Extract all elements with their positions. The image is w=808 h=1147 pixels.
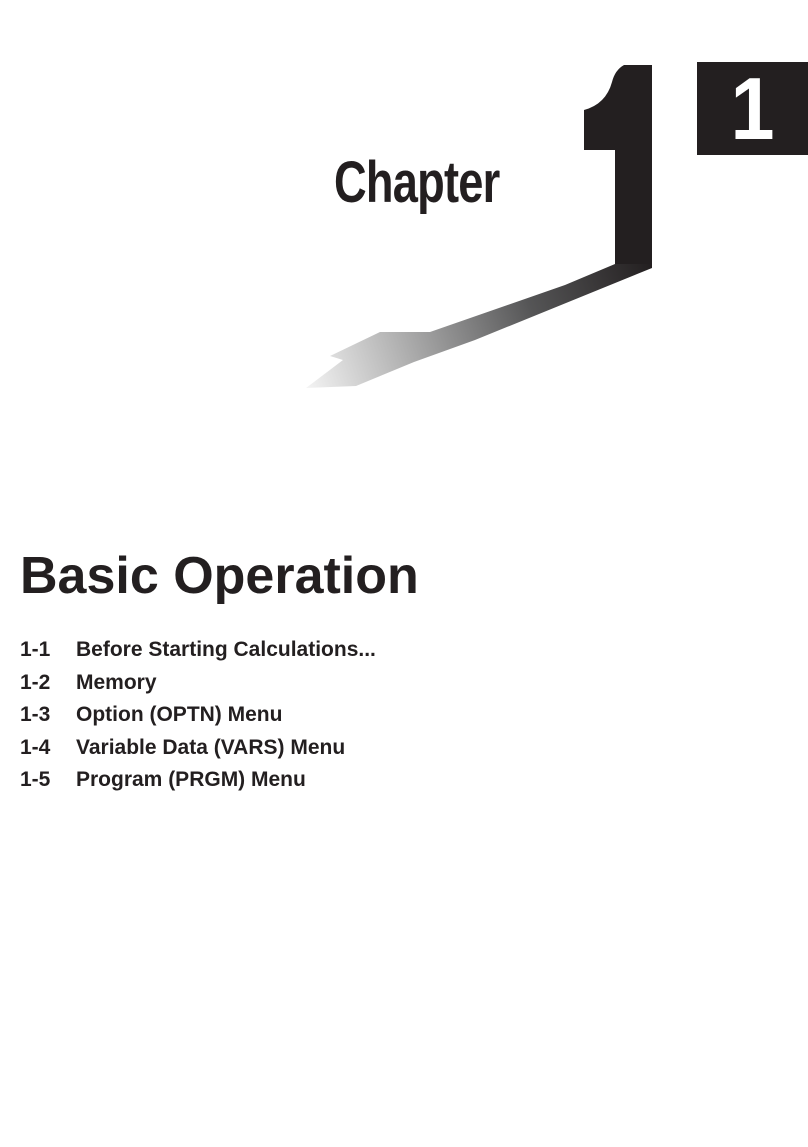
section-number: 1-3 <box>20 703 51 727</box>
section-item <box>20 667 376 700</box>
section-number: 1-1 <box>20 638 51 662</box>
section-item <box>20 634 376 667</box>
section-title: Variable Data (VARS) Menu <box>76 735 346 759</box>
chapter-tab-number: 1 <box>730 59 775 158</box>
chapter-tab <box>697 59 808 158</box>
section-number: 1-4 <box>20 735 51 759</box>
chapter-number-one <box>584 65 652 264</box>
section-title: Program (PRGM) Menu <box>76 768 306 792</box>
section-item <box>20 764 376 797</box>
section-number: 1-2 <box>20 670 51 694</box>
chapter-title: Basic Operation <box>20 547 419 605</box>
section-title: Before Starting Calculations... <box>76 638 376 662</box>
section-number: 1-5 <box>20 768 51 792</box>
chapter-label: Chapter <box>334 150 500 215</box>
section-item <box>20 732 376 765</box>
section-title: Option (OPTN) Menu <box>76 703 283 727</box>
section-title: Memory <box>76 670 157 694</box>
section-item <box>20 699 376 732</box>
chapter-number-shadow <box>306 264 652 388</box>
section-list <box>20 634 376 797</box>
